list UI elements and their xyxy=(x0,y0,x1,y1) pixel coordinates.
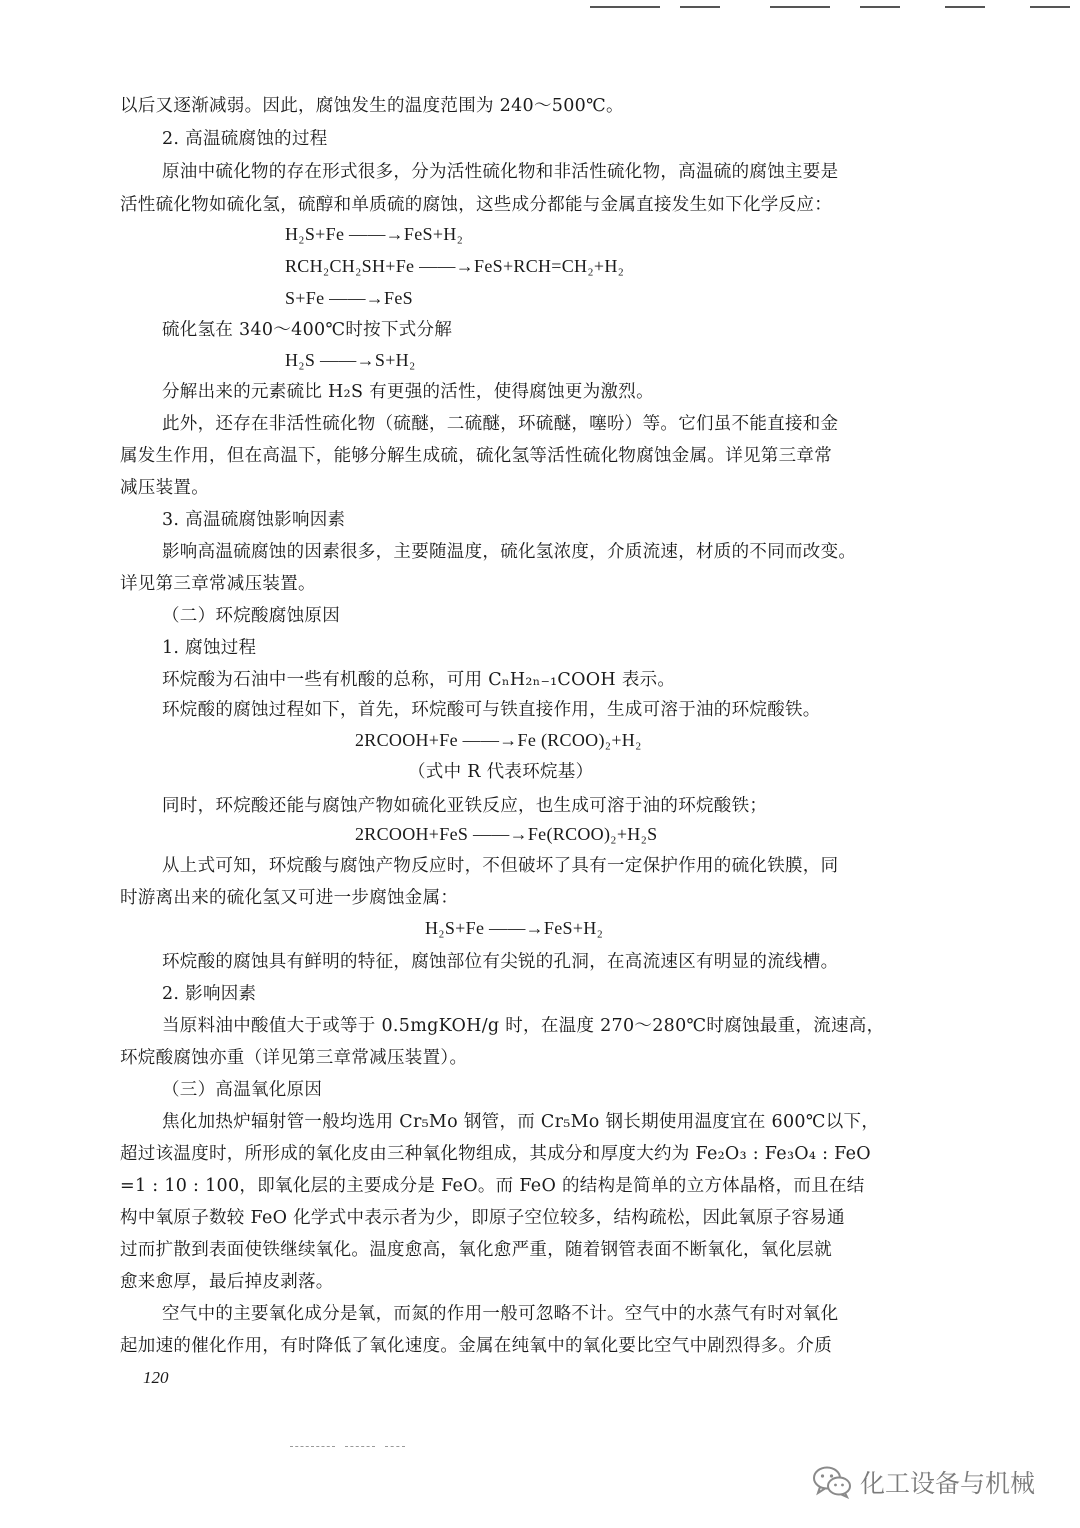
scan-artifact-rule xyxy=(770,6,830,8)
paragraph-line: 属发生作用，但在高温下，能够分解生成硫，硫化氢等活性硫化物腐蚀金属。详见第三章常 xyxy=(120,446,832,466)
chemical-equation: H₂S+Fe ——→FeS+H₂ xyxy=(425,918,604,938)
section-heading: （二）环烷酸腐蚀原因 xyxy=(162,606,340,626)
paragraph-line: 以后又逐渐减弱。因此，腐蚀发生的温度范围为 240～500℃。 xyxy=(120,96,624,116)
section-heading: 2. 影响因素 xyxy=(162,984,257,1004)
paragraph-line: 分解出来的元素硫比 H₂S 有更强的活性，使得腐蚀更为激烈。 xyxy=(162,382,654,402)
paragraph-line: 愈来愈厚，最后掉皮剥落。 xyxy=(120,1272,334,1292)
paragraph-line: 同时，环烷酸还能与腐蚀产物如硫化亚铁反应，也生成可溶于油的环烷酸铁； xyxy=(162,796,768,816)
scan-artifact-rule xyxy=(590,6,660,8)
paragraph-line: 活性硫化物如硫化氢，硫醇和单质硫的腐蚀，这些成分都能与金属直接发生如下化学反应： xyxy=(120,195,832,215)
paragraph-line: 焦化加热炉辐射管一般均选用 Cr₅Mo 钢管，而 Cr₅Mo 钢长期使用温度宜在 600℃以下， xyxy=(162,1112,880,1132)
chemical-equation: S+Fe ——→FeS xyxy=(285,288,413,308)
scan-artifact-dots xyxy=(290,1446,335,1448)
wechat-icon xyxy=(812,1465,852,1499)
paragraph-line: 时游离出来的硫化氢又可进一步腐蚀金属： xyxy=(120,888,459,908)
watermark xyxy=(812,1462,1035,1502)
chemical-equation: RCH₂CH₂SH+Fe ——→FeS+RCH=CH₂+H₂ xyxy=(285,256,625,276)
page-number: 120 xyxy=(143,1368,169,1387)
section-heading: （三）高温氧化原因 xyxy=(162,1080,323,1100)
paragraph-line: 环烷酸的腐蚀过程如下，首先，环烷酸可与铁直接作用，生成可溶于油的环烷酸铁。 xyxy=(162,700,821,720)
section-heading: 1. 腐蚀过程 xyxy=(162,638,257,658)
paragraph-line: 环烷酸腐蚀亦重（详见第三章常减压装置）。 xyxy=(120,1048,468,1068)
chemical-equation: H₂S+Fe ——→FeS+H₂ xyxy=(285,224,464,244)
paragraph-line: 影响高温硫腐蚀的因素很多，主要随温度，硫化氢浓度，介质流速，材质的不同而改变。 xyxy=(162,542,857,562)
paragraph-line: =1 : 10 : 100，即氧化层的主要成分是 FeO。而 FeO 的结构是简单的立方体晶格，而且在结 xyxy=(120,1176,865,1196)
paragraph-line: 原油中硫化物的存在形式很多，分为活性硫化物和非活性硫化物，高温硫的腐蚀主要是 xyxy=(162,162,839,182)
section-heading: 3. 高温硫腐蚀影响因素 xyxy=(162,510,346,530)
paragraph-line: 环烷酸为石油中一些有机酸的总称，可用 CₙH₂ₙ₋₁COOH 表示。 xyxy=(162,670,676,690)
paragraph-line: 详见第三章常减压装置。 xyxy=(120,574,316,594)
scan-artifact-dots xyxy=(345,1446,375,1448)
paragraph-line: 此外，还存在非活性硫化物（硫醚，二硫醚，环硫醚，噻吩）等。它们虽不能直接和金 xyxy=(162,414,839,434)
chemical-equation: H₂S ——→S+H₂ xyxy=(285,350,416,370)
scan-artifact-rule xyxy=(1030,6,1070,8)
equation-note: （式中 R 代表环烷基） xyxy=(408,762,594,782)
scan-artifact-rule xyxy=(680,6,720,8)
paragraph-line: 超过该温度时，所形成的氧化皮由三种氧化物组成，其成分和厚度大约为 Fe₂O₃ : Fe₃O₄ : FeO xyxy=(120,1144,871,1164)
paragraph-line: 起加速的催化作用，有时降低了氧化速度。金属在纯氧中的氧化要比空气中剧烈得多。介质 xyxy=(120,1336,832,1356)
paragraph-line: 减压装置。 xyxy=(120,478,209,498)
paragraph-line: 空气中的主要氧化成分是氧，而氮的作用一般可忽略不计。空气中的水蒸气有时对氧化 xyxy=(162,1304,839,1324)
section-heading: 2. 高温硫腐蚀的过程 xyxy=(162,129,328,149)
paragraph-line: 当原料油中酸值大于或等于 0.5mgKOH/g 时，在温度 270～280℃时腐蚀最重，流速高， xyxy=(162,1016,885,1036)
paragraph-line: 从上式可知，环烷酸与腐蚀产物反应时，不但破坏了具有一定保护作用的硫化铁膜，同 xyxy=(162,856,839,876)
paragraph-line: 环烷酸的腐蚀具有鲜明的特征，腐蚀部位有尖锐的孔洞，在高流速区有明显的流线槽。 xyxy=(162,952,839,972)
paragraph-line: 过而扩散到表面使铁继续氧化。温度愈高，氧化愈严重，随着钢管表面不断氧化，氧化层就 xyxy=(120,1240,832,1260)
paragraph-line: 硫化氢在 340～400℃时按下式分解 xyxy=(162,320,453,340)
watermark-text: 化工设备与机械 xyxy=(860,1469,1036,1498)
scan-artifact-rule xyxy=(945,6,985,8)
scan-artifact-rule xyxy=(860,6,900,8)
paragraph-line: 构中氧原子数较 FeO 化学式中表示者为少，即原子空位较多，结构疏松，因此氧原子容易通 xyxy=(120,1208,845,1228)
chemical-equation: 2RCOOH+Fe ——→Fe (RCOO)₂+H₂ xyxy=(355,730,642,750)
chemical-equation: 2RCOOH+FeS ——→Fe(RCOO)₂+H₂S xyxy=(355,824,658,844)
scan-artifact-dots xyxy=(385,1446,405,1448)
